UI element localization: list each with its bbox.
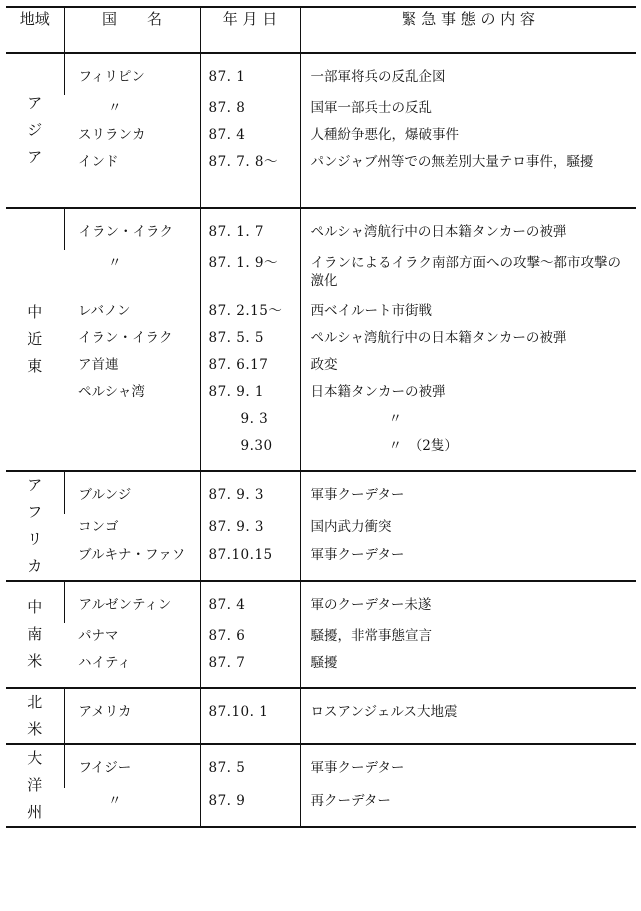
- table-row: [6, 744, 636, 788]
- table-row: [6, 514, 636, 542]
- country-cell: [64, 406, 200, 433]
- region-char: ア: [27, 476, 43, 494]
- region-char: 北: [27, 693, 43, 711]
- event-cell: 再クーデター: [310, 792, 391, 809]
- country-cell: アメリカ: [78, 704, 132, 720]
- country-cell: イラン・イラク: [78, 330, 173, 346]
- region-cell: [6, 53, 64, 208]
- date-cell: 9. 3: [240, 411, 269, 427]
- event-cell: 日本籍タンカーの被弾: [310, 384, 446, 400]
- event-cell: 〃: [388, 411, 402, 427]
- date-cell: 87. 9: [208, 792, 246, 809]
- region-char: 米: [27, 720, 43, 738]
- event-cell: 国軍一部兵士の反乱: [310, 100, 432, 116]
- table-row: [6, 433, 636, 471]
- country-cell: インド: [78, 154, 119, 170]
- country-cell: 〃: [108, 255, 122, 271]
- table-row: [6, 623, 636, 650]
- country-cell: イラン・イラク: [78, 224, 173, 240]
- date-cell: 87. 9. 3: [208, 487, 265, 503]
- region-char: 東: [27, 357, 43, 375]
- date-cell: 87. 1: [208, 69, 246, 85]
- table-row: [6, 379, 636, 406]
- event-cell: 一部軍将兵の反乱企図: [310, 69, 446, 85]
- region-char: ア: [27, 94, 43, 112]
- table-row: [6, 53, 636, 95]
- table-body: [6, 53, 636, 827]
- event-cell: ロスアンジェルス大地震: [310, 704, 458, 720]
- header-row: [6, 7, 636, 53]
- date-cell: 87. 8: [208, 100, 246, 116]
- date-cell: 9.30: [240, 438, 273, 454]
- event-cell: 西ベイルート市街戦: [310, 303, 432, 319]
- event-cell: イランによるイラク南部方面への攻撃～都市攻撃の激化: [310, 255, 621, 289]
- table-row: [6, 298, 636, 325]
- date-cell: 87. 5: [208, 760, 246, 776]
- date-cell: 87. 7: [208, 655, 246, 671]
- date-cell: 87. 4: [208, 597, 246, 613]
- region-char: 近: [27, 330, 43, 348]
- event-cell: 国内武力衝突: [310, 519, 392, 536]
- region-char: 南: [27, 625, 43, 643]
- region-char: リ: [27, 530, 43, 548]
- table-row: [6, 352, 636, 379]
- date-cell: 87. 5. 5: [208, 330, 265, 346]
- region-char: 洋: [27, 776, 43, 794]
- event-cell: 人種紛争悪化，爆破事件: [310, 127, 459, 143]
- country-cell: フイジー: [78, 760, 132, 776]
- country-cell: [64, 433, 200, 460]
- table-row: [6, 581, 636, 623]
- country-cell: 〃: [108, 100, 122, 116]
- country-cell: ペルシャ湾: [78, 384, 145, 400]
- region-char: カ: [27, 557, 43, 575]
- event-cell: 軍事クーデター: [310, 546, 405, 563]
- table-row: [6, 788, 636, 827]
- date-cell: 87.10. 1: [208, 704, 269, 720]
- country-cell: ブルンジ: [78, 487, 132, 503]
- region-cell: [6, 744, 64, 827]
- region-char: 大: [27, 749, 43, 767]
- region-cell: [6, 471, 64, 581]
- date-cell: 87. 7. 8～: [208, 154, 279, 170]
- region-char: 州: [27, 803, 43, 821]
- table-row: [6, 650, 636, 688]
- country-cell: ア首連: [78, 357, 119, 373]
- region-cell: [6, 208, 64, 471]
- date-cell: 87. 1. 7: [208, 224, 265, 240]
- region-char: 中: [27, 303, 43, 321]
- region-char: 米: [27, 652, 43, 670]
- region-char: フ: [27, 503, 43, 521]
- region-cell: [6, 581, 64, 688]
- date-cell: 87. 2.15～: [208, 303, 283, 319]
- date-cell: 87. 9. 1: [208, 384, 265, 400]
- date-cell: 87. 9. 3: [208, 519, 265, 536]
- event-cell: 騒擾，非常事態宣言: [310, 628, 432, 644]
- event-cell: 騒擾: [310, 655, 338, 671]
- event-cell: 軍事クーデター: [310, 487, 405, 503]
- country-cell: フィリピン: [78, 69, 145, 85]
- country-cell: レバノン: [78, 303, 131, 319]
- country-cell: アルゼンティン: [78, 597, 172, 613]
- table-row: [6, 122, 636, 149]
- country-cell: ブルキナ・ファソ: [78, 546, 186, 563]
- header-date: 年 月 日: [200, 7, 300, 53]
- header-region: 地域: [6, 7, 64, 53]
- event-cell: 〃 （2隻）: [388, 438, 458, 454]
- date-cell: 87. 6.17: [208, 357, 269, 373]
- table-row: [6, 325, 636, 352]
- country-cell: パナマ: [78, 628, 119, 644]
- date-cell: 87. 1. 9～: [208, 255, 279, 271]
- event-cell: ペルシャ湾航行中の日本籍タンカーの被弾: [310, 224, 567, 240]
- emergency-events-table: [6, 6, 636, 828]
- region-char: ア: [27, 148, 43, 166]
- table-row: [6, 471, 636, 514]
- header-content: 緊 急 事 態 の 内 容: [300, 7, 636, 53]
- country-cell: コンゴ: [78, 519, 119, 536]
- table-row: [6, 149, 636, 208]
- event-cell: パンジャブ州等での無差別大量テロ事件，騒擾: [310, 154, 594, 170]
- event-cell: 軍のクーデター未遂: [310, 597, 432, 613]
- table-row: [6, 542, 636, 581]
- country-cell: スリランカ: [78, 127, 146, 143]
- country-cell: 〃: [108, 792, 122, 809]
- header-country: 国 名: [64, 7, 200, 53]
- table-row: [6, 250, 636, 298]
- region-cell: [6, 688, 64, 744]
- region-char: ジ: [27, 121, 43, 139]
- table-row: [6, 208, 636, 250]
- date-cell: 87. 4: [208, 127, 246, 143]
- event-cell: 軍事クーデター: [310, 760, 405, 776]
- country-cell: ハイティ: [78, 655, 131, 671]
- table-row: [6, 688, 636, 744]
- date-cell: 87.10.15: [208, 546, 273, 563]
- event-cell: 政変: [310, 357, 338, 373]
- date-cell: 87. 6: [208, 628, 246, 644]
- region-char: 中: [27, 598, 43, 616]
- event-cell: ペルシャ湾航行中の日本籍タンカーの被弾: [310, 330, 567, 346]
- table-row: [6, 95, 636, 122]
- table-row: [6, 406, 636, 433]
